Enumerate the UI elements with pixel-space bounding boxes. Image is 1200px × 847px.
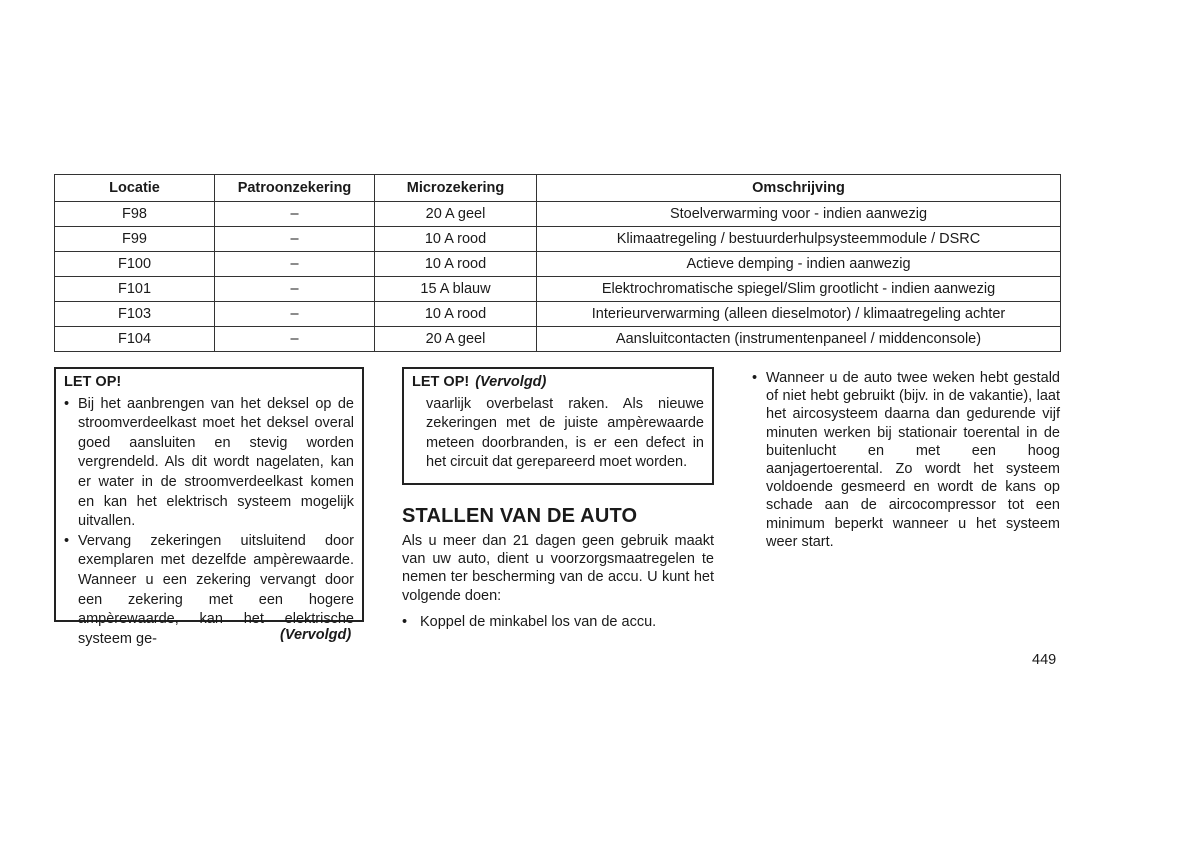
warning-bullet: • Vervang zekeringen uitsluitend door exemplaren met dezelfde ampèrewaarde. Wanneer u een zekering vervangt door een zekering met een hogere ampèrewaarde, kan het elektrische systeem ge- bbox=[64, 532, 354, 650]
column-header-micro-fuse: Microzekering bbox=[375, 175, 537, 202]
cell-description: Elektrochromatische spiegel/Slim grootlicht - indien aanwezig bbox=[537, 277, 1061, 302]
warning-title-line bbox=[412, 373, 704, 393]
column-header-cartridge-fuse: Patroonzekering bbox=[215, 175, 375, 202]
section-bullet: • Koppel de minkabel los van de accu. bbox=[402, 613, 714, 631]
cell-cartridge-fuse: – bbox=[215, 277, 375, 302]
warning-box-caution-continued bbox=[402, 367, 714, 485]
warning-title: LET OP! bbox=[64, 374, 122, 390]
fuse-table bbox=[54, 174, 1061, 352]
warning-bullet: • Bij het aanbrengen van het deksel op de stroomverdeelkast moet het deksel overal goed aansluiten en stevig worden vergrendeld. Als dit wordt nagelaten, kan er water in de stroomverdeelkast komen en kan het elektrisch systeem mogelijk uitvallen. bbox=[64, 395, 354, 532]
table-header-row bbox=[55, 175, 1061, 202]
cell-description: Interieurverwarming (alleen dieselmotor) / klimaatregeling achter bbox=[537, 302, 1061, 327]
cell-micro-fuse: 10 A rood bbox=[375, 252, 537, 277]
warning-title: LET OP! bbox=[412, 374, 470, 390]
column-header-location: Locatie bbox=[55, 175, 215, 202]
cell-cartridge-fuse: – bbox=[215, 227, 375, 252]
cell-micro-fuse: 20 A geel bbox=[375, 327, 537, 352]
warning-text: vaarlijk overbelast raken. Als nieuwe zekeringen met de juiste ampèrewaarde meteen doorbranden, is er een defect in het circuit dat gerepareerd moet worden. bbox=[426, 395, 704, 471]
section-heading: STALLEN VAN DE AUTO bbox=[402, 505, 638, 527]
cell-description: Klimaatregeling / bestuurderhulpsysteemmodule / DSRC bbox=[537, 227, 1061, 252]
continued-note: (Vervolgd) bbox=[280, 627, 352, 643]
table-row bbox=[55, 277, 1061, 302]
section-intro: Als u meer dan 21 dagen geen gebruik maakt van uw auto, dient u voorzorgsmaatregelen te nemen ter bescherming van de accu. U kunt het volgende doen: bbox=[402, 533, 714, 604]
cell-location: F99 bbox=[55, 227, 215, 252]
cell-micro-fuse: 10 A rood bbox=[375, 227, 537, 252]
table-row bbox=[55, 202, 1061, 227]
right-column bbox=[752, 369, 1060, 551]
table-row bbox=[55, 227, 1061, 252]
right-column-bullet: • Wanneer u de auto twee weken hebt gestald of niet hebt gebruikt (bijv. in de vakantie), laat het aircosysteem daarna dan gedurende vijf minuten werken bij stationair toerental in de buitenlucht en met een hoog aanjagertoerental. Zo wordt het systeem voldoende gesmeerd en wordt de kans op schade aan de aircocompressor tot een minimum beperkt wanneer u het systeem weer start. bbox=[752, 369, 1060, 551]
column-header-description: Omschrijving bbox=[537, 175, 1061, 202]
warning-title-continued: (Vervolgd) bbox=[475, 374, 547, 390]
cell-micro-fuse: 20 A geel bbox=[375, 202, 537, 227]
cell-micro-fuse: 15 A blauw bbox=[375, 277, 537, 302]
cell-location: F100 bbox=[55, 252, 215, 277]
cell-cartridge-fuse: – bbox=[215, 302, 375, 327]
table-row bbox=[55, 302, 1061, 327]
cell-micro-fuse: 10 A rood bbox=[375, 302, 537, 327]
cell-location: F101 bbox=[55, 277, 215, 302]
cell-cartridge-fuse: – bbox=[215, 327, 375, 352]
cell-location: F98 bbox=[55, 202, 215, 227]
cell-description: Aansluitcontacten (instrumentenpaneel / middenconsole) bbox=[537, 327, 1061, 352]
table-row bbox=[55, 327, 1061, 352]
cell-description: Actieve demping - indien aanwezig bbox=[537, 252, 1061, 277]
cell-location: F103 bbox=[55, 302, 215, 327]
section-body bbox=[402, 532, 714, 631]
table-row bbox=[55, 252, 1061, 277]
cell-cartridge-fuse: – bbox=[215, 252, 375, 277]
cell-cartridge-fuse: – bbox=[215, 202, 375, 227]
page-number: 449 bbox=[1032, 652, 1057, 668]
cell-location: F104 bbox=[55, 327, 215, 352]
cell-description: Stoelverwarming voor - indien aanwezig bbox=[537, 202, 1061, 227]
